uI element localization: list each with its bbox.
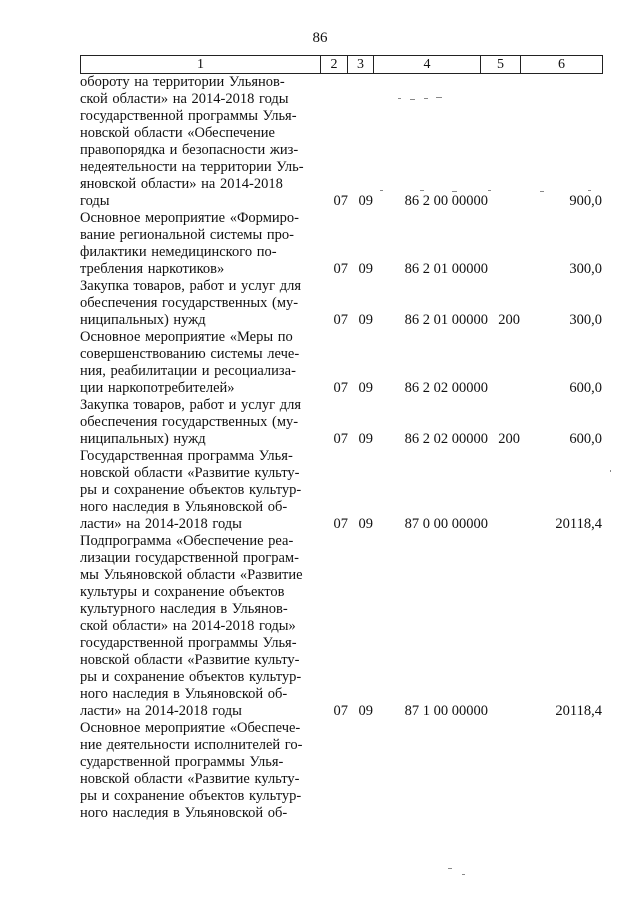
table-row	[80, 397, 602, 448]
column-header-1: 1	[81, 56, 321, 73]
cell-section: 07	[333, 703, 348, 719]
cell-amount: 20118,4	[555, 516, 602, 532]
table-row	[80, 278, 602, 329]
cell-amount: 300,0	[569, 261, 602, 277]
cell-subsection: 09	[358, 312, 373, 328]
cell-expense-type: 200	[498, 312, 520, 328]
cell-amount: 600,0	[569, 431, 602, 447]
cell-subsection: 09	[358, 431, 373, 447]
row-description: Основное мероприятие «Меры по совершенствованию системы лече- ния, реабилитации и ресоциализа- ции наркопотребителей»	[80, 329, 300, 396]
column-header-5: 5	[481, 56, 521, 73]
cell-target-code: 87 1 00 00000	[404, 703, 488, 719]
cell-subsection: 09	[358, 261, 373, 277]
cell-section: 07	[333, 380, 348, 396]
table-row	[80, 210, 602, 278]
table-row	[80, 329, 602, 397]
cell-amount: 600,0	[569, 380, 602, 396]
column-header-3: 3	[348, 56, 374, 73]
table-row	[80, 74, 602, 210]
page-number: 86	[312, 30, 328, 46]
row-description: Основное мероприятие «Формиро- вание региональной системы про- филактики немедицинского по- требления наркотиков»	[80, 210, 299, 277]
cell-section: 07	[333, 261, 348, 277]
cell-target-code: 86 2 00 00000	[404, 193, 488, 209]
column-header-6: 6	[558, 57, 565, 72]
cell-section: 07	[333, 516, 348, 532]
cell-subsection: 09	[358, 380, 373, 396]
table-row	[80, 533, 602, 720]
row-description: Закупка товаров, работ и услуг для обеспечения государственных (му- ниципальных) нужд	[80, 278, 302, 328]
cell-section: 07	[333, 431, 348, 447]
cell-subsection: 09	[358, 193, 373, 209]
row-description: Закупка товаров, работ и услуг для обеспечения государственных (му- ниципальных) нужд	[80, 397, 302, 447]
column-header-4: 4	[374, 56, 481, 73]
row-description: Государственная программа Улья- новской области «Развитие культу- ры и сохранение объектов культур- ного наследия в Ульяновской об- ласти» на 2014-2018 годы	[80, 448, 302, 532]
table-body	[80, 74, 602, 822]
cell-target-code: 86 2 01 00000	[404, 312, 488, 328]
table-header	[80, 55, 603, 74]
row-description: Подпрограмма «Обеспечение реа- лизации государственной програм- мы Ульяновской области «Развитие культуры и сохранение объектов культурного наследия в Ульянов- ской области» на 2014-2018 годы» государственной программы Улья- новской области «Развитие культу- ры и сохранение объектов культур- ного наследия в Ульяновской об- ласти» на 2014-2018 годы	[80, 533, 303, 719]
table-row	[80, 448, 602, 533]
cell-expense-type: 200	[498, 431, 520, 447]
cell-target-code: 87 0 00 00000	[404, 516, 488, 532]
table-row	[80, 720, 602, 822]
cell-target-code: 86 2 02 00000	[404, 431, 488, 447]
row-description: обороту на территории Ульянов- ской области» на 2014-2018 годы государственной программы Улья- новской области «Обеспечение правопорядка и безопасности жиз- недеятельности на территории Уль- яновской области» на 2014-2018 годы	[80, 74, 304, 209]
column-header-2: 2	[321, 56, 348, 73]
cell-target-code: 86 2 02 00000	[404, 380, 488, 396]
cell-amount: 20118,4	[555, 703, 602, 719]
cell-amount: 900,0	[569, 193, 602, 209]
row-description: Основное мероприятие «Обеспече- ние деятельности исполнителей го- сударственной программы Улья- новской области «Развитие культу- ры и сохранение объектов культур- ного наследия в Ульяновской об-	[80, 720, 303, 821]
cell-section: 07	[333, 312, 348, 328]
cell-subsection: 09	[358, 516, 373, 532]
cell-subsection: 09	[358, 703, 373, 719]
cell-amount: 300,0	[569, 312, 602, 328]
cell-target-code: 86 2 01 00000	[404, 261, 488, 277]
cell-section: 07	[333, 193, 348, 209]
